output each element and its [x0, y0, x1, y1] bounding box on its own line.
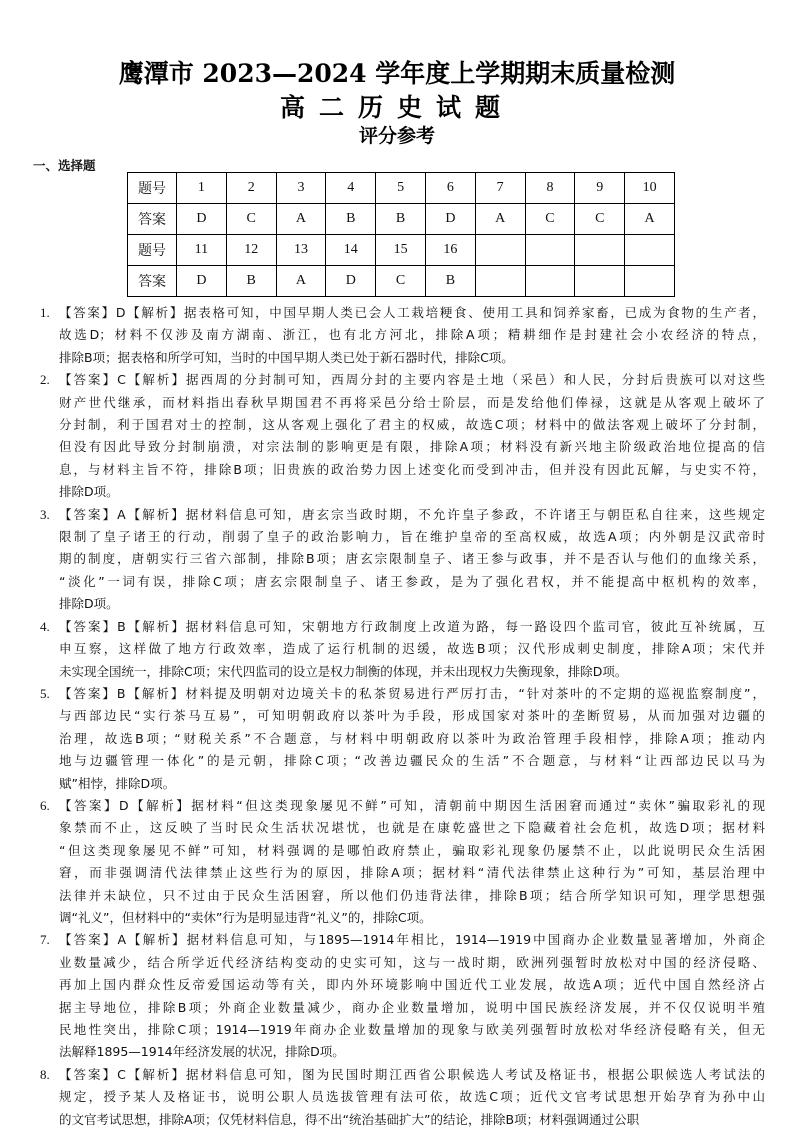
explanation-line: 【答案】C【解析】据西周的分封制可知，西周分封的主要内容是土地（采邑）和人民，分封后贵族可以对这些: [59, 372, 765, 388]
table-cell: 5: [376, 173, 426, 204]
table-cell: B: [376, 204, 426, 235]
table-cell: 8: [525, 173, 575, 204]
table-cell: 13: [276, 235, 326, 266]
row-label: 答案: [128, 266, 177, 297]
explanation-line: 【答案】B【解析】材料提及明朝对边境关卡的私茶贸易进行严厉打击，“针对茶叶的不定期的巡视监察制度”，: [59, 685, 765, 701]
question-number: 7.: [40, 932, 50, 948]
explanation-item: [40, 683, 765, 795]
explanation-line: 排除D项。: [59, 596, 119, 612]
table-cell: C: [226, 204, 276, 235]
explanation-line: 窘，而非强调清代法律禁止这些行为的原因，排除A项；据材料“清代法律禁止这种行为”可知，基层治理中: [59, 865, 765, 881]
table-cell: B: [326, 204, 376, 235]
table-cell: 15: [376, 235, 426, 266]
row-label: 题号: [128, 173, 177, 204]
explanation-line: 排除D项。: [59, 484, 119, 500]
table-cell: [525, 235, 575, 266]
explanation-line: 期的制度，唐朝实行三省六部制，排除B项；唐玄宗限制皇子、诸王参与政事，并不是否认与他们的血缘关系，: [59, 551, 765, 567]
answer-table: [127, 172, 675, 297]
table-cell: 9: [575, 173, 625, 204]
explanation-item: [40, 616, 765, 683]
explanation-item: [40, 369, 765, 503]
question-number: 1.: [40, 305, 50, 320]
table-cell: [625, 266, 675, 297]
question-number: 3.: [40, 506, 50, 522]
explanation-line: 故选D；材料不仅涉及南方湖南、浙江，也有北方河北，排除A项；精耕细作是封建社会小农经济的特点，: [59, 327, 765, 343]
explanation-item: [40, 302, 765, 369]
question-number: 4.: [40, 618, 50, 634]
table-cell: [475, 235, 525, 266]
table-row: [128, 235, 675, 266]
table-cell: B: [425, 266, 475, 297]
table-cell: [625, 235, 675, 266]
table-cell: 10: [625, 173, 675, 204]
document-subtitle: 高二历史试题: [279, 93, 514, 122]
table-cell: 14: [326, 235, 376, 266]
explanation-line: 【答案】D【解析】据材料“但这类现象屡见不鲜”可知，清朝前中期因生活困窘而通过“卖休”骗取彩礼的现: [59, 797, 765, 813]
explanation-item: [40, 929, 765, 1063]
table-cell: D: [425, 204, 475, 235]
explanation-line: 息，与材料主旨不符，排除B项；旧贵族的政治势力因上述变化而受到冲击，但并没有因此瓦解，与史实不符，: [59, 461, 765, 477]
question-number: 6.: [40, 797, 50, 813]
document-title: 鹰潭市 2023—2024 学年度上学期期末质量检测: [118, 59, 676, 88]
table-cell: A: [475, 204, 525, 235]
table-cell: 11: [177, 235, 227, 266]
explanation-line: 业数量减少，结合所学近代经济结构变动的史实可知，这与一战时期，欧洲列强暂时放松对中国的经济侵略、: [59, 954, 765, 970]
table-cell: C: [525, 204, 575, 235]
explanation-line: 未实现全国统一，排除C项；宋代四监司的设立是权力制衡的体现，并未出现权力失衡现象，排除D项。: [59, 663, 628, 679]
table-cell: C: [575, 204, 625, 235]
explanation-line: 申互察，这样做了地方行政效率，造成了运行机制的迟缓，故选B项；汉代形成刺史制度，排除A项；宋代并: [59, 641, 765, 657]
explanation-line: 财产世代继承，而材料指出春秋早期国君不再将采邑分给士阶层，而是发给他们俸禄，这就是从客观上破坏了: [59, 394, 765, 410]
explanation-line: 的文官考试思想，排除A项；仅凭材料信息，得不出“统治基础扩大”的结论，排除B项；材料强调通过公职: [59, 1111, 640, 1127]
table-cell: [475, 266, 525, 297]
explanation-item: [40, 795, 765, 929]
question-number: 5.: [40, 685, 50, 701]
table-cell: 1: [177, 173, 227, 204]
table-cell: 7: [475, 173, 525, 204]
table-row: [128, 266, 675, 297]
explanation-line: 【答案】B【解析】据材料信息可知，宋朝地方行政制度上改道为路，每一路设四个监司官，彼此互补统属，互: [59, 618, 765, 634]
table-cell: [575, 235, 625, 266]
explanation-line: 但没有因此导致分封制崩溃，对宗法制的影响更是有限，排除A项；材料没有新兴地主阶级政治地位提高的信: [59, 439, 765, 455]
table-row: [128, 173, 675, 204]
question-number: 2.: [40, 372, 50, 388]
table-cell: 12: [226, 235, 276, 266]
table-cell: 16: [425, 235, 475, 266]
explanation-line: 【答案】C【解析】据材料信息可知，图为民国时期江西省公职候选人考试及格证书，根据公职候选人考试法的: [59, 1066, 765, 1082]
table-cell: D: [177, 204, 227, 235]
explanation-line: 地与边疆管理一体化”的是元朝，排除C项；“改善边疆民众的生活”不合题意，与材料“让西部边民以马为: [59, 753, 765, 769]
explanation-line: 【答案】D【解析】据表格可知，中国早期人类已会人工栽培粳食、使用工具和饲养家畜，已成为食物的生产者，: [59, 305, 765, 320]
explanation-line: 【答案】A【解析】据材料信息可知，唐玄宗当政时期，不允许皇子参政，不许诸王与朝臣私自往来，这些规定: [59, 506, 765, 522]
table-row: [128, 204, 675, 235]
table-cell: C: [376, 266, 426, 297]
explanation-line: 法解释1895—1914年经济发展的状况，排除D项。: [59, 1044, 345, 1060]
explanation-item: [40, 1064, 765, 1131]
table-cell: A: [276, 204, 326, 235]
explanation-line: 象禁而不止，这反映了当时民众生活状况堪忧，也就是在康乾盛世之下隐藏着社会危机，故选D项；据材料: [59, 820, 765, 836]
question-number: 8.: [40, 1066, 50, 1082]
explanation-line: 赋”相悖，排除D项。: [59, 775, 176, 791]
table-cell: [575, 266, 625, 297]
table-cell: D: [326, 266, 376, 297]
table-cell: A: [625, 204, 675, 235]
explanation-line: 民地性突出，排除C项；1914—1919年商办企业数量增加的现象与欧美列强暂时放松对华经济侵略有关，但无: [59, 1022, 765, 1037]
explanation-line: “淡化”一词有误，排除C项；唐玄宗限制皇子、诸王参政，是为了强化君权，并不能提高中枢机构的效率，: [59, 573, 765, 589]
table-cell: 6: [425, 173, 475, 204]
explanation-line: 规定，授予某人及格证书，说明公职人员选拔管理有法可依，故选C项；近代文官考试思想开始孕育为孙中山: [59, 1089, 765, 1105]
explanation-line: 再加上国内群众性反帝爱国运动等有关，即内外环境影响中国近代工业发展，故选A项；近代中国自然经济占: [59, 977, 765, 993]
explanation-line: 与西部边民“实行茶马互易”，可知明朝政府以茶叶为手段，形成国家对茶叶的垄断贸易，从而加强对边疆的: [59, 708, 765, 724]
table-cell: 3: [276, 173, 326, 204]
explanation-item: [40, 504, 765, 616]
table-cell: 4: [326, 173, 376, 204]
explanation-line: 排除B项；据表格和所学可知，当时的中国早期人类已处于新石器时代，排除C项。: [59, 349, 514, 365]
explanation-line: 治理，故选B项；“财税关系”不合题意，与材料中明朝政府以茶叶为政治管理手段相悖，排除A项；推动内: [59, 730, 765, 746]
table-cell: 2: [226, 173, 276, 204]
explanation-line: 【答案】A【解析】据材料信息可知，与1895—1914年相比，1914—1919中国商办企业数量显著增加，外商企: [59, 932, 765, 948]
explanation-line: 调“礼义”，但材料中的“卖休”行为是明显违背“礼义”的，排除C项。: [59, 909, 432, 925]
explanation-line: 法律并未缺位，只不过由于民众生活困窘，所以他们仍违背法律，排除B项；结合所学知识可知，理学思想强: [59, 887, 765, 903]
table-cell: D: [177, 266, 227, 297]
section-heading: 一、选择题: [33, 158, 96, 173]
row-label: 题号: [128, 235, 177, 266]
table-cell: B: [226, 266, 276, 297]
row-label: 答案: [128, 204, 177, 235]
table-cell: [525, 266, 575, 297]
explanation-line: “但这类现象屡见不鲜”可知，材料强调的是哪怕政府禁止，骗取彩礼现象仍屡禁不止，以此说明民众生活困: [59, 842, 765, 858]
document-subtitle-2: 评分参考: [358, 125, 435, 147]
explanation-list: [40, 302, 765, 1131]
table-cell: A: [276, 266, 326, 297]
explanation-line: 分封制，利于国君对士的控制，这从客观上强化了君主的权威，故选C项；材料中的做法客观上破坏了分封制，: [59, 417, 765, 433]
explanation-line: 限制了皇子诸王的行动，削弱了皇子的政治影响力，旨在维护皇帝的至高权威，故选A项；内外朝是汉武帝时: [59, 529, 765, 545]
explanation-line: 据主导地位，排除B项；外商企业数量减少，商办企业数量增加，说明中国民族经济发展，并不仅仅说明半殖: [59, 999, 765, 1015]
